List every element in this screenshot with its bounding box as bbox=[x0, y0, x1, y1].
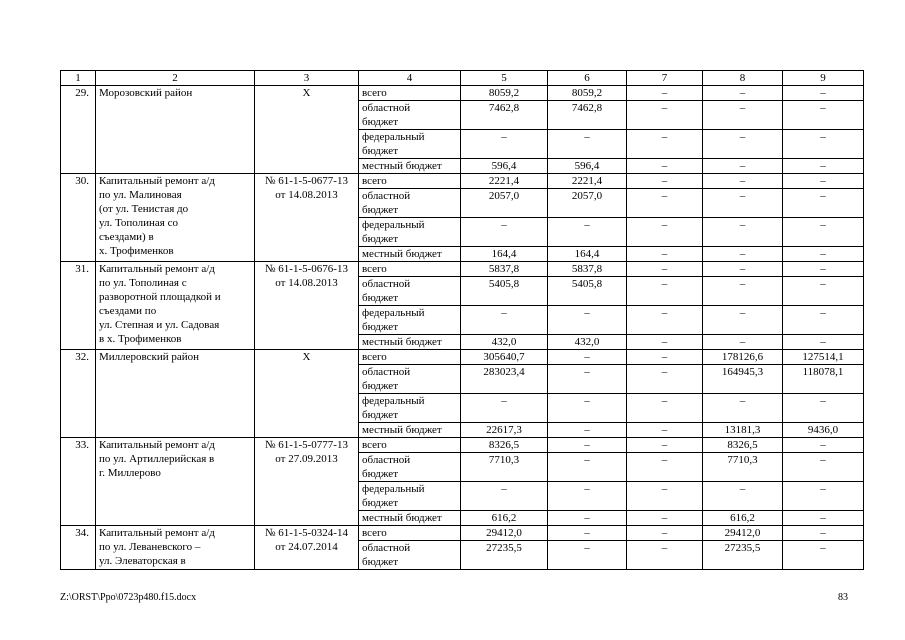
col-header-3: 3 bbox=[255, 71, 359, 86]
amount-cell: – bbox=[783, 306, 864, 335]
amount-cell: – bbox=[627, 247, 703, 262]
cell-line: всего bbox=[362, 87, 387, 99]
object-name bbox=[96, 174, 255, 262]
amount-cell: – bbox=[783, 335, 864, 350]
funding-source bbox=[359, 277, 461, 306]
amount-cell: – bbox=[703, 277, 783, 306]
cell-line: всего bbox=[362, 263, 387, 275]
col-header-1: 1 bbox=[61, 71, 96, 86]
amount-cell: – bbox=[783, 130, 864, 159]
amount-cell: 164,4 bbox=[461, 247, 548, 262]
cell-line: Х bbox=[302, 351, 311, 363]
amount-cell: 2057,0 bbox=[548, 189, 627, 218]
cell-line: всего bbox=[362, 351, 387, 363]
table-row bbox=[61, 526, 864, 541]
footer-file-path: Z:\ORST\Ppo\0723p480.f15.docx bbox=[60, 592, 197, 603]
row-number: 29. bbox=[61, 86, 96, 174]
amount-cell: – bbox=[548, 350, 627, 365]
amount-cell: 5837,8 bbox=[548, 262, 627, 277]
cell-line: бюджет bbox=[362, 321, 398, 333]
amount-cell: 7462,8 bbox=[548, 101, 627, 130]
table-row bbox=[61, 438, 864, 453]
amount-cell: 596,4 bbox=[461, 159, 548, 174]
cell-line: местный бюджет bbox=[362, 424, 442, 436]
amount-cell: 2057,0 bbox=[461, 189, 548, 218]
object-name bbox=[96, 86, 255, 174]
cell-line: федеральный bbox=[362, 483, 425, 495]
column-number-row bbox=[61, 71, 864, 86]
cell-line: № 61-1-5-0777-13 bbox=[265, 439, 348, 451]
amount-cell: 7710,3 bbox=[703, 453, 783, 482]
amount-cell: 29412,0 bbox=[703, 526, 783, 541]
amount-cell: – bbox=[461, 394, 548, 423]
funding-source bbox=[359, 306, 461, 335]
cell-line: областной bbox=[362, 542, 411, 554]
amount-cell: – bbox=[627, 306, 703, 335]
funding-source bbox=[359, 130, 461, 159]
cell-line: бюджет bbox=[362, 409, 398, 421]
amount-cell: – bbox=[783, 438, 864, 453]
amount-cell: 29412,0 bbox=[461, 526, 548, 541]
amount-cell: – bbox=[703, 335, 783, 350]
cell-line: местный бюджет bbox=[362, 248, 442, 260]
amount-cell: – bbox=[548, 526, 627, 541]
amount-cell: – bbox=[461, 218, 548, 247]
amount-cell: 8059,2 bbox=[548, 86, 627, 101]
cell-line: ул. Тополиная со bbox=[99, 217, 178, 229]
amount-cell: – bbox=[783, 277, 864, 306]
document-reference bbox=[255, 350, 359, 438]
amount-cell: 178126,6 bbox=[703, 350, 783, 365]
amount-cell: – bbox=[461, 482, 548, 511]
amount-cell: – bbox=[783, 541, 864, 570]
amount-cell: 13181,3 bbox=[703, 423, 783, 438]
funding-source bbox=[359, 159, 461, 174]
cell-line: ул. Степная и ул. Садовая bbox=[99, 319, 220, 331]
row-number: 32. bbox=[61, 350, 96, 438]
amount-cell: – bbox=[627, 189, 703, 218]
amount-cell: 432,0 bbox=[548, 335, 627, 350]
document-reference bbox=[255, 438, 359, 526]
document-reference bbox=[255, 262, 359, 350]
amount-cell: 9436,0 bbox=[783, 423, 864, 438]
amount-cell: 616,2 bbox=[461, 511, 548, 526]
amount-cell: – bbox=[703, 101, 783, 130]
amount-cell: – bbox=[703, 174, 783, 189]
cell-line: бюджет bbox=[362, 468, 398, 480]
cell-line: (от ул. Тенистая до bbox=[99, 203, 189, 215]
amount-cell: 27235,5 bbox=[703, 541, 783, 570]
amount-cell: – bbox=[783, 174, 864, 189]
amount-cell: 2221,4 bbox=[461, 174, 548, 189]
amount-cell: 305640,7 bbox=[461, 350, 548, 365]
col-header-8: 8 bbox=[703, 71, 783, 86]
amount-cell: – bbox=[548, 423, 627, 438]
funding-source bbox=[359, 482, 461, 511]
amount-cell: 7462,8 bbox=[461, 101, 548, 130]
object-name bbox=[96, 350, 255, 438]
amount-cell: – bbox=[703, 482, 783, 511]
cell-line: бюджет bbox=[362, 380, 398, 392]
amount-cell: – bbox=[627, 541, 703, 570]
col-header-9: 9 bbox=[783, 71, 864, 86]
amount-cell: – bbox=[548, 511, 627, 526]
cell-line: местный бюджет bbox=[362, 512, 442, 524]
document-reference bbox=[255, 526, 359, 570]
amount-cell: – bbox=[783, 218, 864, 247]
amount-cell: – bbox=[703, 189, 783, 218]
table-row bbox=[61, 86, 864, 101]
cell-line: Морозовский район bbox=[99, 87, 193, 99]
amount-cell: 5405,8 bbox=[461, 277, 548, 306]
cell-line: № 61-1-5-0677-13 bbox=[265, 175, 348, 187]
amount-cell: – bbox=[627, 526, 703, 541]
amount-cell: – bbox=[703, 394, 783, 423]
amount-cell: – bbox=[461, 130, 548, 159]
amount-cell: – bbox=[627, 86, 703, 101]
object-name bbox=[96, 438, 255, 526]
funding-source bbox=[359, 453, 461, 482]
amount-cell: 8326,5 bbox=[703, 438, 783, 453]
funding-source bbox=[359, 335, 461, 350]
amount-cell: – bbox=[703, 86, 783, 101]
amount-cell: 164,4 bbox=[548, 247, 627, 262]
cell-line: съездами по bbox=[99, 305, 157, 317]
row-number: 30. bbox=[61, 174, 96, 262]
col-header-4: 4 bbox=[359, 71, 461, 86]
cell-line: федеральный bbox=[362, 219, 425, 231]
amount-cell: – bbox=[783, 189, 864, 218]
funding-source bbox=[359, 101, 461, 130]
amount-cell: – bbox=[783, 101, 864, 130]
cell-line: по ул. Тополиная с bbox=[99, 277, 187, 289]
cell-line: от 14.08.2013 bbox=[275, 189, 338, 201]
funding-source bbox=[359, 189, 461, 218]
cell-line: по ул. Леваневского – bbox=[99, 541, 201, 553]
amount-cell: 8059,2 bbox=[461, 86, 548, 101]
cell-line: съездами) в bbox=[99, 231, 154, 243]
cell-line: местный бюджет bbox=[362, 160, 442, 172]
amount-cell: – bbox=[627, 174, 703, 189]
amount-cell: – bbox=[627, 365, 703, 394]
cell-line: бюджет bbox=[362, 204, 398, 216]
cell-line: бюджет bbox=[362, 497, 398, 509]
amount-cell: – bbox=[461, 306, 548, 335]
amount-cell: 596,4 bbox=[548, 159, 627, 174]
funding-source bbox=[359, 218, 461, 247]
cell-line: бюджет bbox=[362, 556, 398, 568]
amount-cell: – bbox=[783, 86, 864, 101]
cell-line: всего bbox=[362, 527, 387, 539]
funding-source bbox=[359, 350, 461, 365]
funding-source bbox=[359, 86, 461, 101]
col-header-2: 2 bbox=[96, 71, 255, 86]
table-row bbox=[61, 262, 864, 277]
amount-cell: – bbox=[627, 218, 703, 247]
amount-cell: – bbox=[627, 130, 703, 159]
cell-line: областной bbox=[362, 190, 411, 202]
cell-line: № 61-1-5-0676-13 bbox=[265, 263, 348, 275]
amount-cell: – bbox=[703, 130, 783, 159]
col-header-6: 6 bbox=[548, 71, 627, 86]
amount-cell: – bbox=[627, 262, 703, 277]
amount-cell: – bbox=[627, 335, 703, 350]
amount-cell: – bbox=[783, 526, 864, 541]
amount-cell: – bbox=[627, 277, 703, 306]
amount-cell: – bbox=[783, 453, 864, 482]
cell-line: от 14.08.2013 bbox=[275, 277, 338, 289]
cell-line: Капитальный ремонт а/д bbox=[99, 527, 215, 539]
cell-line: всего bbox=[362, 175, 387, 187]
amount-cell: 2221,4 bbox=[548, 174, 627, 189]
funding-source bbox=[359, 365, 461, 394]
row-number: 34. bbox=[61, 526, 96, 570]
cell-line: федеральный bbox=[362, 395, 425, 407]
funding-source bbox=[359, 394, 461, 423]
cell-line: Капитальный ремонт а/д bbox=[99, 263, 215, 275]
amount-cell: 432,0 bbox=[461, 335, 548, 350]
amount-cell: – bbox=[703, 306, 783, 335]
amount-cell: 5405,8 bbox=[548, 277, 627, 306]
amount-cell: – bbox=[627, 438, 703, 453]
amount-cell: – bbox=[627, 511, 703, 526]
amount-cell: – bbox=[783, 262, 864, 277]
cell-line: г. Миллерово bbox=[99, 467, 161, 479]
amount-cell: – bbox=[627, 453, 703, 482]
cell-line: Капитальный ремонт а/д bbox=[99, 175, 215, 187]
table-row bbox=[61, 350, 864, 365]
cell-line: областной bbox=[362, 102, 411, 114]
amount-cell: – bbox=[627, 482, 703, 511]
funding-source bbox=[359, 174, 461, 189]
funding-source bbox=[359, 526, 461, 541]
amount-cell: – bbox=[548, 438, 627, 453]
footer-page-number: 83 bbox=[838, 592, 848, 603]
row-number: 31. bbox=[61, 262, 96, 350]
amount-cell: – bbox=[548, 453, 627, 482]
amount-cell: 127514,1 bbox=[783, 350, 864, 365]
amount-cell: 164945,3 bbox=[703, 365, 783, 394]
amount-cell: – bbox=[548, 541, 627, 570]
cell-line: бюджет bbox=[362, 233, 398, 245]
amount-cell: – bbox=[703, 247, 783, 262]
cell-line: Х bbox=[302, 87, 311, 99]
amount-cell: – bbox=[627, 159, 703, 174]
amount-cell: – bbox=[548, 394, 627, 423]
amount-cell: – bbox=[783, 247, 864, 262]
amount-cell: – bbox=[703, 262, 783, 277]
amount-cell: 8326,5 bbox=[461, 438, 548, 453]
cell-line: областной bbox=[362, 454, 411, 466]
cell-line: № 61-1-5-0324-14 bbox=[265, 527, 348, 539]
object-name bbox=[96, 262, 255, 350]
amount-cell: 118078,1 bbox=[783, 365, 864, 394]
col-header-7: 7 bbox=[627, 71, 703, 86]
cell-line: в х. Трофименков bbox=[99, 333, 182, 345]
amount-cell: – bbox=[548, 365, 627, 394]
funding-source bbox=[359, 438, 461, 453]
cell-line: федеральный bbox=[362, 307, 425, 319]
document-reference bbox=[255, 174, 359, 262]
table-row bbox=[61, 174, 864, 189]
object-name bbox=[96, 526, 255, 570]
amount-cell: – bbox=[783, 159, 864, 174]
cell-line: местный бюджет bbox=[362, 336, 442, 348]
col-header-5: 5 bbox=[461, 71, 548, 86]
funding-source bbox=[359, 423, 461, 438]
amount-cell: 22617,3 bbox=[461, 423, 548, 438]
cell-line: ул. Элеваторская в bbox=[99, 555, 186, 567]
funding-source bbox=[359, 511, 461, 526]
amount-cell: 616,2 bbox=[703, 511, 783, 526]
amount-cell: – bbox=[703, 218, 783, 247]
budget-table bbox=[60, 70, 864, 570]
amount-cell: – bbox=[627, 394, 703, 423]
cell-line: по ул. Малиновая bbox=[99, 189, 182, 201]
cell-line: бюджет bbox=[362, 116, 398, 128]
funding-source bbox=[359, 247, 461, 262]
amount-cell: 5837,8 bbox=[461, 262, 548, 277]
amount-cell: – bbox=[627, 350, 703, 365]
funding-source bbox=[359, 541, 461, 570]
amount-cell: 27235,5 bbox=[461, 541, 548, 570]
cell-line: бюджет bbox=[362, 292, 398, 304]
funding-source bbox=[359, 262, 461, 277]
document-reference bbox=[255, 86, 359, 174]
amount-cell: – bbox=[783, 482, 864, 511]
amount-cell: – bbox=[627, 101, 703, 130]
amount-cell: – bbox=[703, 159, 783, 174]
amount-cell: – bbox=[548, 130, 627, 159]
amount-cell: 283023,4 bbox=[461, 365, 548, 394]
cell-line: от 24.07.2014 bbox=[275, 541, 338, 553]
cell-line: по ул. Артиллерийская в bbox=[99, 453, 215, 465]
amount-cell: – bbox=[548, 482, 627, 511]
cell-line: бюджет bbox=[362, 145, 398, 157]
amount-cell: – bbox=[548, 218, 627, 247]
cell-line: Капитальный ремонт а/д bbox=[99, 439, 215, 451]
cell-line: от 27.09.2013 bbox=[275, 453, 338, 465]
cell-line: областной bbox=[362, 366, 411, 378]
amount-cell: – bbox=[783, 511, 864, 526]
amount-cell: – bbox=[783, 394, 864, 423]
row-number: 33. bbox=[61, 438, 96, 526]
cell-line: областной bbox=[362, 278, 411, 290]
cell-line: всего bbox=[362, 439, 387, 451]
cell-line: разворотной площадкой и bbox=[99, 291, 221, 303]
amount-cell: – bbox=[548, 306, 627, 335]
cell-line: федеральный bbox=[362, 131, 425, 143]
amount-cell: 7710,3 bbox=[461, 453, 548, 482]
cell-line: х. Трофименков bbox=[99, 245, 174, 257]
cell-line: Миллеровский район bbox=[99, 351, 200, 363]
amount-cell: – bbox=[627, 423, 703, 438]
